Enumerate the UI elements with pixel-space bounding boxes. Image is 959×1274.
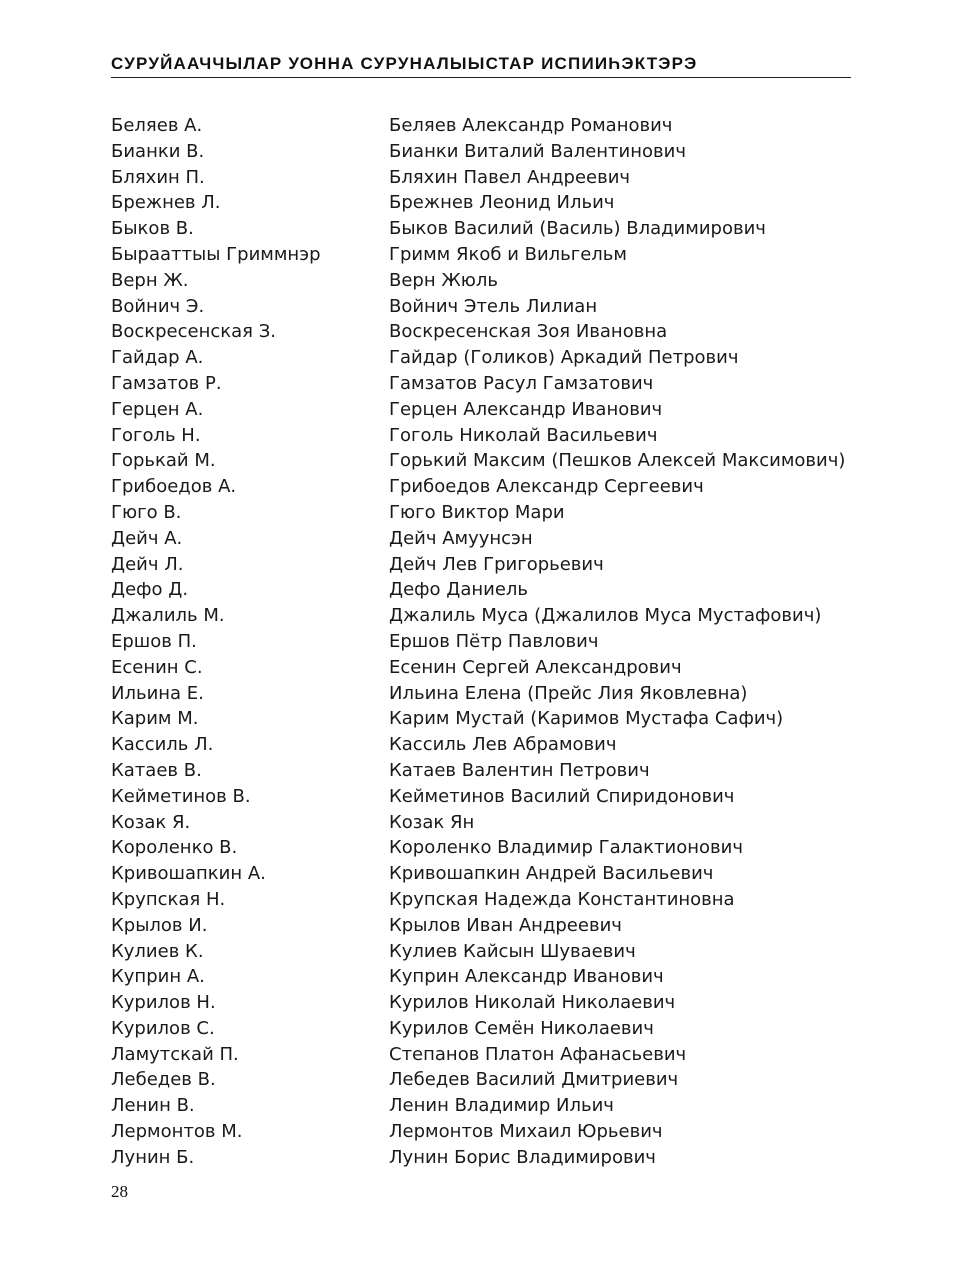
author-short-name: Гюго В. bbox=[111, 501, 182, 523]
author-full-name: Гайдар (Голиков) Аркадий Петрович bbox=[389, 347, 739, 369]
author-full-name: Кассиль Лев Абрамович bbox=[389, 734, 617, 756]
author-full-name: Есенин Сергей Александрович bbox=[389, 656, 682, 678]
author-short-name: Бианки В. bbox=[111, 140, 205, 162]
author-full-name: Грибоедов Александр Сергеевич bbox=[389, 476, 704, 498]
list-item bbox=[0, 216, 959, 242]
list-item bbox=[0, 190, 959, 216]
author-short-name: Есенин С. bbox=[111, 656, 203, 678]
list-item bbox=[0, 1119, 959, 1145]
list-item bbox=[0, 577, 959, 603]
list-item bbox=[0, 681, 959, 707]
author-short-name: Козак Я. bbox=[111, 811, 191, 833]
list-item bbox=[0, 1042, 959, 1068]
page-header-title: СУРУЙААЧЧЫЛАР УОННА СУРУНАЛЫЫСТАР ИСПИИҺЭКТЭРЭ bbox=[111, 54, 698, 73]
author-full-name: Кейметинов Василий Спиридонович bbox=[389, 785, 735, 807]
author-full-name: Гамзатов Расул Гамзатович bbox=[389, 372, 654, 394]
author-full-name: Крылов Иван Андреевич bbox=[389, 914, 622, 936]
author-full-name: Кулиев Кайсын Шуваевич bbox=[389, 940, 636, 962]
author-short-name: Горькай М. bbox=[111, 450, 216, 472]
author-short-name: Верн Ж. bbox=[111, 269, 189, 291]
author-full-name: Ленин Владимир Ильич bbox=[389, 1095, 614, 1117]
author-short-name: Бляхин П. bbox=[111, 166, 205, 188]
list-item bbox=[0, 1016, 959, 1042]
author-full-name: Брежнев Леонид Ильич bbox=[389, 192, 615, 214]
author-short-name: Карим М. bbox=[111, 708, 199, 730]
list-item bbox=[0, 319, 959, 345]
author-full-name: Козак Ян bbox=[389, 811, 475, 833]
author-full-name: Степанов Платон Афанасьевич bbox=[389, 1043, 687, 1065]
author-full-name: Ильина Елена (Прейс Лия Яковлевна) bbox=[389, 682, 748, 704]
author-full-name: Джалиль Муса (Джалилов Муса Мустафович) bbox=[389, 605, 822, 627]
author-short-name: Гамзатов Р. bbox=[111, 372, 222, 394]
author-short-name: Гоголь Н. bbox=[111, 424, 201, 446]
list-item bbox=[0, 474, 959, 500]
author-full-name: Герцен Александр Иванович bbox=[389, 398, 663, 420]
list-item bbox=[0, 268, 959, 294]
author-short-name: Короленко В. bbox=[111, 837, 238, 859]
author-short-name: Лунин Б. bbox=[111, 1146, 195, 1168]
author-short-name: Дейч Л. bbox=[111, 553, 184, 575]
author-short-name: Курилов С. bbox=[111, 1017, 215, 1039]
list-item bbox=[0, 526, 959, 552]
list-item bbox=[0, 345, 959, 371]
author-short-name: Брежнев Л. bbox=[111, 192, 221, 214]
list-item bbox=[0, 810, 959, 836]
author-short-name: Джалиль М. bbox=[111, 605, 225, 627]
author-full-name: Кривошапкин Андрей Васильевич bbox=[389, 863, 714, 885]
list-item bbox=[0, 629, 959, 655]
list-item bbox=[0, 939, 959, 965]
author-short-name: Гайдар А. bbox=[111, 347, 204, 369]
author-full-name: Куприн Александр Иванович bbox=[389, 966, 664, 988]
author-short-name: Ламутскай П. bbox=[111, 1043, 239, 1065]
list-item bbox=[0, 784, 959, 810]
author-short-name: Воскресенская З. bbox=[111, 321, 276, 343]
author-full-name: Лебедев Василий Дмитриевич bbox=[389, 1069, 679, 1091]
author-full-name: Гюго Виктор Мари bbox=[389, 501, 565, 523]
list-item bbox=[0, 655, 959, 681]
author-short-name: Ершов П. bbox=[111, 630, 197, 652]
list-item bbox=[0, 113, 959, 139]
author-full-name: Курилов Николай Николаевич bbox=[389, 992, 676, 1014]
author-short-name: Катаев В. bbox=[111, 759, 202, 781]
author-full-name: Горький Максим (Пешков Алексей Максимович) bbox=[389, 450, 846, 472]
author-full-name: Лунин Борис Владимирович bbox=[389, 1146, 656, 1168]
list-item bbox=[0, 861, 959, 887]
author-full-name: Дейч Лев Григорьевич bbox=[389, 553, 604, 575]
author-full-name: Войнич Этель Лилиан bbox=[389, 295, 598, 317]
author-short-name: Ленин В. bbox=[111, 1095, 195, 1117]
list-item bbox=[0, 990, 959, 1016]
page-number: 28 bbox=[111, 1182, 128, 1201]
list-item bbox=[0, 500, 959, 526]
author-short-name: Герцен А. bbox=[111, 398, 204, 420]
author-full-name: Бианки Виталий Валентинович bbox=[389, 140, 686, 162]
author-full-name: Ершов Пётр Павлович bbox=[389, 630, 599, 652]
author-full-name: Дейч Амуунсэн bbox=[389, 527, 533, 549]
author-full-name: Курилов Семён Николаевич bbox=[389, 1017, 654, 1039]
list-item bbox=[0, 165, 959, 191]
author-short-name: Лебедев В. bbox=[111, 1069, 216, 1091]
list-item bbox=[0, 913, 959, 939]
author-short-name: Кулиев К. bbox=[111, 940, 204, 962]
author-short-name: Быков В. bbox=[111, 218, 194, 240]
author-full-name: Гримм Якоб и Вильгельм bbox=[389, 243, 627, 265]
list-item bbox=[0, 139, 959, 165]
author-full-name: Быков Василий (Василь) Владимирович bbox=[389, 218, 766, 240]
author-short-name: Бырааттыы Гриммнэр bbox=[111, 243, 321, 265]
author-short-name: Грибоедов А. bbox=[111, 476, 237, 498]
author-full-name: Карим Мустай (Каримов Мустафа Сафич) bbox=[389, 708, 784, 730]
list-item bbox=[0, 371, 959, 397]
author-full-name: Беляев Александр Романович bbox=[389, 115, 673, 136]
author-short-name: Крылов И. bbox=[111, 914, 208, 936]
list-item bbox=[0, 397, 959, 423]
list-item bbox=[0, 552, 959, 578]
author-short-name: Войнич Э. bbox=[111, 295, 205, 317]
header-divider bbox=[111, 77, 851, 78]
list-item bbox=[0, 887, 959, 913]
list-item bbox=[0, 1145, 959, 1171]
author-full-name: Воскресенская Зоя Ивановна bbox=[389, 321, 668, 343]
list-item bbox=[0, 242, 959, 268]
list-item bbox=[0, 448, 959, 474]
author-short-name: Кейметинов В. bbox=[111, 785, 251, 807]
author-short-name: Лермонтов М. bbox=[111, 1121, 243, 1143]
author-list bbox=[0, 113, 959, 1171]
author-short-name: Курилов Н. bbox=[111, 992, 216, 1014]
list-item bbox=[0, 758, 959, 784]
author-full-name: Дефо Даниель bbox=[389, 579, 529, 601]
author-full-name: Бляхин Павел Андреевич bbox=[389, 166, 631, 188]
author-short-name: Ильина Е. bbox=[111, 682, 204, 704]
list-item bbox=[0, 835, 959, 861]
author-short-name: Кассиль Л. bbox=[111, 734, 214, 756]
author-full-name: Лермонтов Михаил Юрьевич bbox=[389, 1121, 663, 1143]
list-item bbox=[0, 1093, 959, 1119]
author-full-name: Катаев Валентин Петрович bbox=[389, 759, 650, 781]
list-item bbox=[0, 706, 959, 732]
author-short-name: Беляев А. bbox=[111, 115, 203, 136]
author-full-name: Гоголь Николай Васильевич bbox=[389, 424, 658, 446]
author-short-name: Кривошапкин А. bbox=[111, 863, 266, 885]
author-short-name: Дейч А. bbox=[111, 527, 183, 549]
list-item bbox=[0, 732, 959, 758]
list-item bbox=[0, 1067, 959, 1093]
list-item bbox=[0, 294, 959, 320]
list-item bbox=[0, 603, 959, 629]
author-full-name: Короленко Владимир Галактионович bbox=[389, 837, 743, 859]
author-short-name: Дефо Д. bbox=[111, 579, 189, 601]
list-item bbox=[0, 423, 959, 449]
author-full-name: Верн Жюль bbox=[389, 269, 498, 291]
author-short-name: Крупская Н. bbox=[111, 888, 226, 910]
list-item bbox=[0, 964, 959, 990]
author-short-name: Куприн А. bbox=[111, 966, 205, 988]
author-full-name: Крупская Надежда Константиновна bbox=[389, 888, 735, 910]
